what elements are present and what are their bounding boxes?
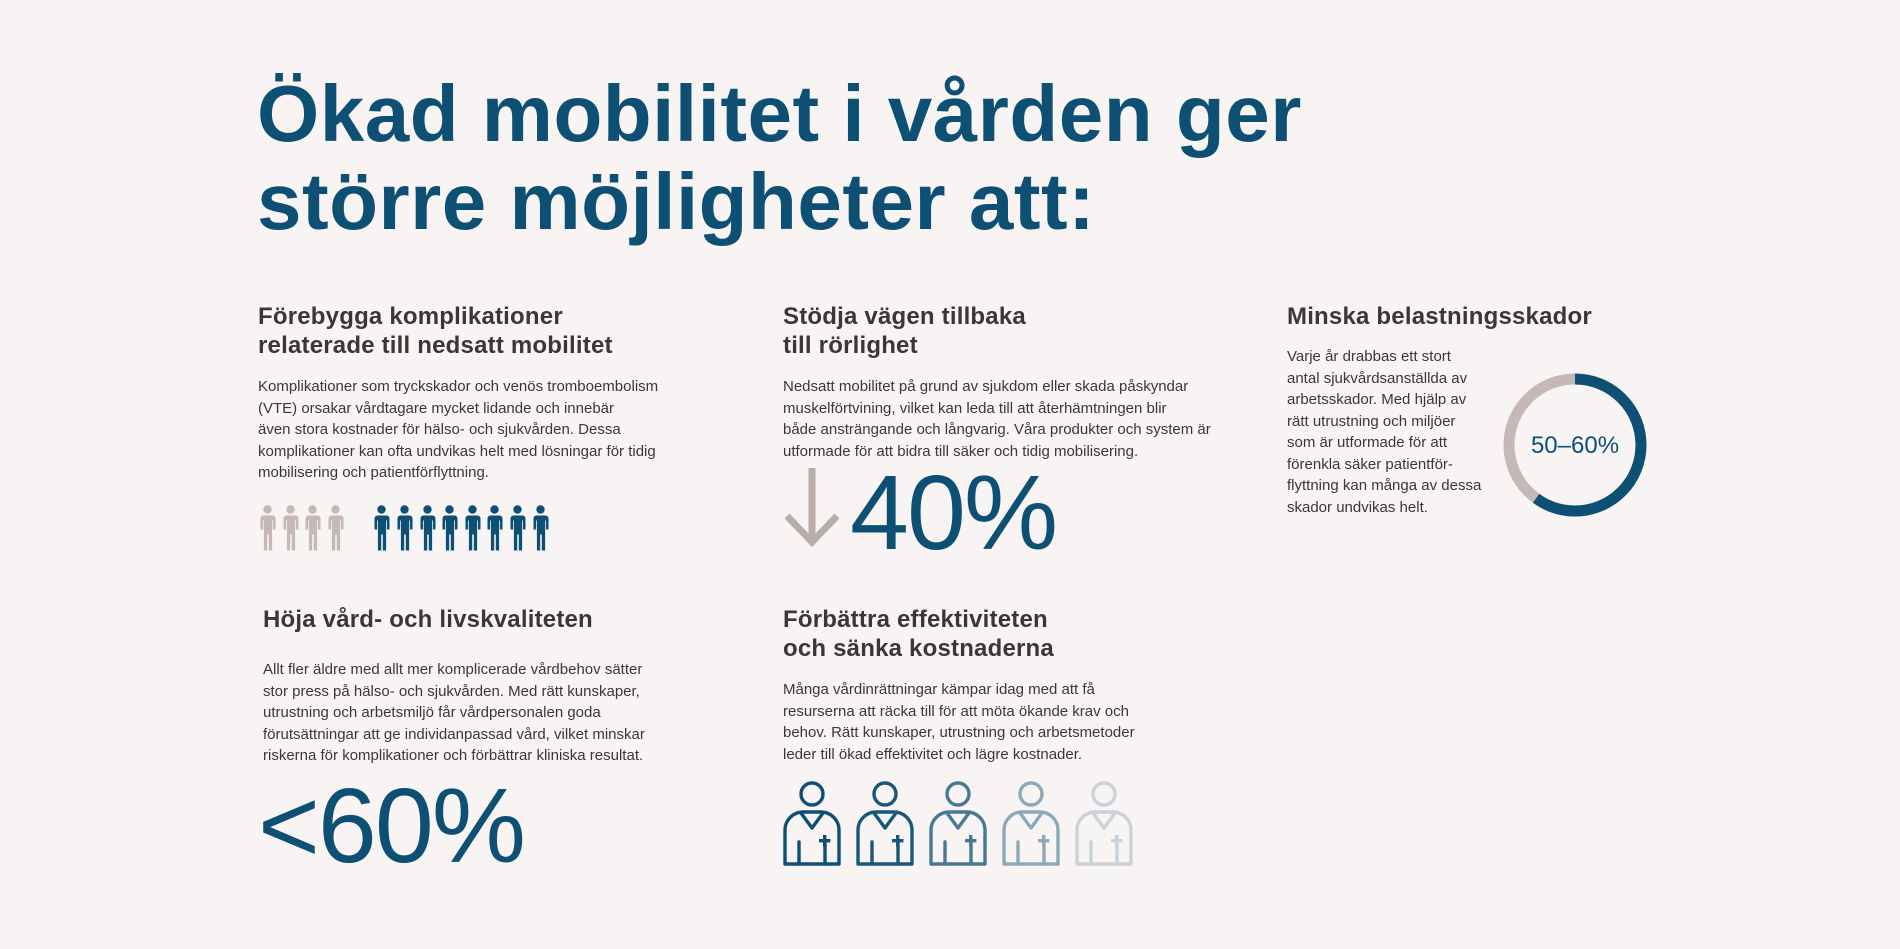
section-prevent-title <box>258 302 708 360</box>
section-efficiency <box>783 605 1243 765</box>
person-icon <box>485 505 504 551</box>
body-line: utrustning och arbetsmiljö får vårdpersonalen goda <box>263 704 601 721</box>
body-line: rätt utrustning och miljöer <box>1287 412 1456 430</box>
headline-line-2: större möjligheter att: <box>257 157 1096 246</box>
person-icon <box>418 505 437 551</box>
body-line: Många vårdinrättningar kämpar idag med att få <box>783 681 1095 698</box>
nurse-icons <box>782 780 1147 866</box>
title-line: Stödja vägen tillbaka <box>783 303 1026 330</box>
stat-40-percent: 40% <box>850 454 1057 572</box>
section-quality <box>263 605 713 767</box>
section-support <box>783 302 1243 462</box>
nurse-icon <box>1074 780 1134 866</box>
nurse-icon <box>855 780 915 866</box>
body-line: Allt fler äldre med allt mer komplicerade vårdbehov sätter <box>263 661 643 678</box>
people-figures <box>258 505 553 551</box>
section-prevent-body <box>258 376 708 484</box>
title-line: Förbättra effektiviteten <box>783 606 1048 633</box>
section-support-body <box>783 376 1243 462</box>
person-icon <box>440 505 459 551</box>
body-line: även stora kostnader för hälso- och sjukvården. Dessa <box>258 421 621 438</box>
donut-chart <box>1500 370 1650 520</box>
person-icon <box>372 505 391 551</box>
headline-line-1: Ökad mobilitet i vården ger <box>257 69 1302 158</box>
body-line: riskerna för komplikationer och förbättrar kliniska resultat. <box>263 747 644 764</box>
person-icon <box>326 505 345 551</box>
donut-label: 50–60% <box>1530 432 1620 459</box>
person-icon <box>531 505 550 551</box>
body-line: skador undvikas helt. <box>1287 498 1428 516</box>
person-icon <box>463 505 482 551</box>
body-line: muskelförtvining, vilket kan leda till att återhämtningen blir <box>783 399 1167 417</box>
page-headline <box>257 70 1357 246</box>
body-line: förenkla säker patientför- <box>1287 455 1453 473</box>
section-quality-title <box>263 605 713 634</box>
body-line: Nedsatt mobilitet på grund av sjukdom eller skada påskyndar <box>783 378 1189 395</box>
person-icon <box>303 505 322 551</box>
title-line: relaterade till nedsatt mobilitet <box>258 332 613 359</box>
body-line: flyttning kan många av dessa <box>1287 477 1482 494</box>
arrow-down-icon <box>783 466 841 548</box>
body-line: Varje år drabbas ett stort <box>1287 348 1451 365</box>
body-line: stor press på hälso- och sjukvården. Med rätt kunskaper, <box>263 682 640 700</box>
body-line: arbetsskador. Med hjälp av <box>1287 391 1467 408</box>
body-line: utformade för att bidra till säker och tidig mobilisering. <box>783 442 1139 460</box>
nurse-icon <box>928 780 988 866</box>
title-line: och sänka kostnaderna <box>783 635 1054 662</box>
person-icon <box>395 505 414 551</box>
title-line: Förebygga komplikationer <box>258 303 563 330</box>
body-line: behov. Rätt kunskaper, utrustning och arbetsmetoder <box>783 724 1135 741</box>
section-efficiency-title <box>783 605 1243 663</box>
body-line: resurserna att räcka till för att möta ökande krav och <box>783 702 1129 720</box>
person-icon <box>258 505 277 551</box>
section-prevent <box>258 302 708 484</box>
section-support-title <box>783 302 1243 360</box>
person-icon <box>508 505 527 551</box>
title-line: Minska belastningsskador <box>1287 303 1592 330</box>
nurse-icon <box>782 780 842 866</box>
body-line: mobilisering och patientförflyttning. <box>258 464 489 481</box>
body-line: leder till ökad effektivitet och lägre kostnader. <box>783 745 1083 763</box>
person-icon <box>281 505 300 551</box>
section-quality-body <box>263 659 713 767</box>
body-line: som är utformade för att <box>1287 434 1448 451</box>
body-line: förutsättningar att ge individanpassad vård, vilket minskar <box>263 725 645 743</box>
body-line: (VTE) orsakar vårdtagare mycket lidande och innebär <box>258 399 615 417</box>
section-efficiency-body <box>783 679 1243 765</box>
body-line: Komplikationer som tryckskador och venös tromboembolism <box>258 378 659 395</box>
nurse-icon <box>1001 780 1061 866</box>
stat-60-percent: <60% <box>258 767 525 885</box>
body-line: antal sjukvårdsanställda av <box>1287 369 1468 387</box>
section-reduce-title <box>1287 302 1627 331</box>
body-line: komplikationer kan ofta undvikas helt med lösningar för tidig <box>258 442 656 460</box>
body-line: både ansträngande och långvarig. Våra produkter och system är <box>783 421 1211 438</box>
title-line: Höja vård- och livskvaliteten <box>263 606 593 633</box>
title-line: till rörlighet <box>783 332 918 359</box>
